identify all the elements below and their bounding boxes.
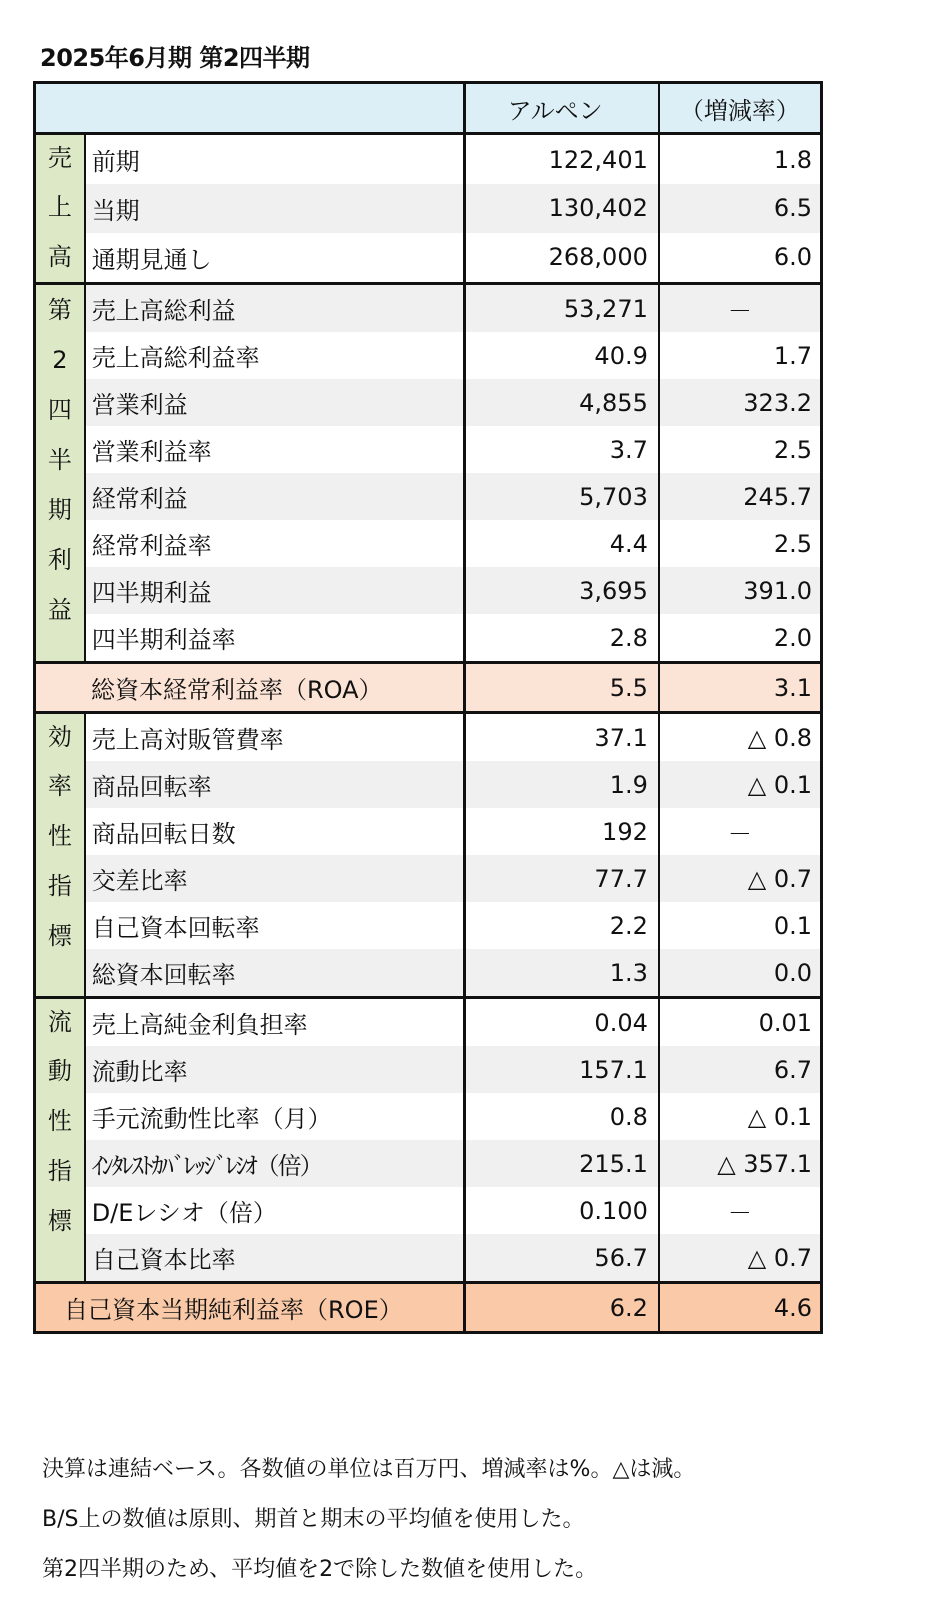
change-header: （増減率）	[659, 83, 822, 134]
row-change: △ 357.1	[659, 1140, 822, 1187]
row-label: 当期	[85, 184, 464, 233]
row-change: 323.2	[659, 379, 822, 426]
table-row	[35, 1234, 822, 1283]
row-change: △ 0.7	[659, 855, 822, 902]
row-value: 4.4	[464, 520, 659, 567]
row-label: 四半期利益率	[85, 614, 464, 663]
row-label: 四半期利益	[85, 567, 464, 614]
row-change: 6.5	[659, 184, 822, 233]
row-value: 5,703	[464, 473, 659, 520]
table-row	[35, 1046, 822, 1093]
section-char: 半	[47, 446, 72, 474]
table-row	[35, 473, 822, 520]
table-row	[35, 902, 822, 949]
row-value: 130,402	[464, 184, 659, 233]
section-char: 利	[47, 546, 72, 574]
row-value: 122,401	[464, 134, 659, 185]
row-change: 6.7	[659, 1046, 822, 1093]
row-label: 総資本経常利益率（ROA）	[35, 663, 465, 713]
row-label: 自己資本回転率	[85, 902, 464, 949]
table-row	[35, 134, 822, 185]
row-label: D/Eレシオ（倍）	[85, 1187, 464, 1234]
roe-row	[35, 1283, 822, 1333]
table-row	[35, 567, 822, 614]
row-change: 2.0	[773, 623, 812, 652]
row-value: 192	[464, 808, 659, 855]
table-row	[35, 1140, 822, 1187]
row-change: △ 0.1	[747, 1102, 812, 1131]
section-char: 売	[47, 144, 72, 172]
row-label: 経常利益率	[85, 520, 464, 567]
table-row	[35, 426, 822, 473]
row-change: 4.6	[659, 1283, 822, 1333]
row-value: 268,000	[464, 233, 659, 284]
row-change: 1.8	[773, 145, 812, 174]
table-row	[35, 332, 822, 379]
section-efficiency	[35, 713, 85, 998]
section-char: 2	[52, 346, 68, 374]
table-header	[35, 83, 822, 134]
row-value: 4,855	[464, 379, 659, 426]
row-value: 77.7	[464, 855, 659, 902]
row-change: －	[727, 820, 752, 848]
row-change: －	[659, 284, 822, 333]
row-label: 売上高対販管費率	[85, 713, 464, 762]
table-row	[35, 379, 822, 426]
section-sales	[35, 134, 85, 284]
row-label: 商品回転率	[85, 761, 464, 808]
section-char: 四	[47, 396, 72, 424]
section-char: 標	[47, 922, 72, 950]
section-char: 益	[47, 596, 72, 624]
row-change: 1.7	[773, 341, 812, 370]
table-row	[35, 233, 822, 284]
section-char: 第	[47, 296, 72, 324]
footnote-units: 決算は連結ベース。各数値の単位は百万円、増減率は%。△は減。	[42, 1457, 696, 1482]
section-char: 指	[47, 1157, 72, 1185]
row-value: 0.100	[464, 1187, 659, 1234]
row-value: 3,695	[464, 567, 659, 614]
table-row	[35, 855, 822, 902]
table-row	[35, 998, 822, 1047]
table-row	[35, 808, 822, 855]
row-value: 40.9	[464, 332, 659, 379]
row-value: 56.7	[464, 1234, 659, 1283]
table-row	[35, 614, 822, 663]
section-char: 動	[47, 1057, 72, 1085]
company-header: アルペン	[464, 83, 659, 134]
row-value: 53,271	[464, 284, 659, 333]
row-value: 215.1	[464, 1140, 659, 1187]
section-char: 高	[47, 243, 72, 271]
section-char: 標	[47, 1207, 72, 1235]
row-label: 売上高総利益率	[85, 332, 464, 379]
table-row	[35, 284, 822, 333]
row-value: 2.8	[464, 614, 659, 663]
row-label: ｲﾝﾀﾚｽﾄｶﾊﾞﾚｯｼﾞﾚｼｵ（倍）	[85, 1140, 464, 1187]
row-label: 手元流動性比率（月）	[85, 1093, 464, 1140]
row-change: 391.0	[659, 567, 822, 614]
table-row	[35, 949, 822, 998]
row-change: 2.5	[773, 529, 812, 558]
row-label: 売上高純金利負担率	[85, 998, 464, 1047]
section-char: 流	[47, 1008, 72, 1036]
row-value: 157.1	[464, 1046, 659, 1093]
row-value: 1.9	[464, 761, 659, 808]
footnote-quarter: 第2四半期のため、平均値を2で除した数値を使用した。	[42, 1557, 598, 1582]
row-label: 商品回転日数	[85, 808, 464, 855]
row-label: 経常利益	[85, 473, 464, 520]
row-label: 自己資本比率	[85, 1234, 464, 1283]
row-label: 営業利益	[85, 379, 464, 426]
row-change: △ 0.7	[659, 1234, 822, 1283]
row-label: 交差比率	[85, 855, 464, 902]
row-label: 流動比率	[85, 1046, 464, 1093]
row-label: 売上高総利益	[85, 284, 464, 333]
row-value: 5.5	[464, 663, 659, 713]
row-label: 営業利益率	[85, 426, 464, 473]
section-char: 効	[47, 723, 72, 751]
table-row	[35, 1093, 822, 1140]
row-value: 0.8	[464, 1093, 659, 1140]
row-change: 0.01	[659, 998, 822, 1047]
row-change: 0.1	[773, 911, 812, 940]
row-change: －	[727, 1199, 752, 1227]
section-char: 性	[47, 1107, 72, 1135]
section-char: 期	[47, 496, 72, 524]
row-value: 37.1	[464, 713, 659, 762]
row-value: 2.2	[464, 902, 659, 949]
table-row	[35, 1187, 822, 1234]
row-value: 0.04	[464, 998, 659, 1047]
section-char: 率	[47, 772, 72, 800]
section-char: 指	[47, 872, 72, 900]
section-char: 性	[47, 822, 72, 850]
row-label: 前期	[85, 134, 464, 185]
row-change: △ 0.8	[659, 713, 822, 762]
row-change: 6.0	[773, 243, 812, 272]
roa-row	[35, 663, 822, 713]
section-liquidity	[35, 998, 85, 1283]
table-row	[35, 520, 822, 567]
financial-table	[33, 81, 823, 1334]
row-value: 6.2	[464, 1283, 659, 1333]
row-value: 1.3	[464, 949, 659, 998]
table-row	[35, 713, 822, 762]
footnote-bs: B/S上の数値は原則、期首と期末の平均値を使用した。	[42, 1507, 585, 1532]
row-change: 245.7	[659, 473, 822, 520]
row-change: △ 0.1	[659, 761, 822, 808]
page-title: 2025年6月期 第2四半期	[40, 44, 310, 72]
section-char: 上	[47, 193, 72, 221]
section-profit	[35, 284, 85, 663]
row-label: 自己資本当期純利益率（ROE）	[35, 1283, 465, 1333]
row-label: 通期見通し	[85, 233, 464, 284]
row-change: 3.1	[659, 663, 822, 713]
row-change: 2.5	[773, 435, 812, 464]
row-change: 0.0	[659, 949, 822, 998]
row-value: 3.7	[464, 426, 659, 473]
table-row	[35, 184, 822, 233]
row-label: 総資本回転率	[85, 949, 464, 998]
table-row	[35, 761, 822, 808]
